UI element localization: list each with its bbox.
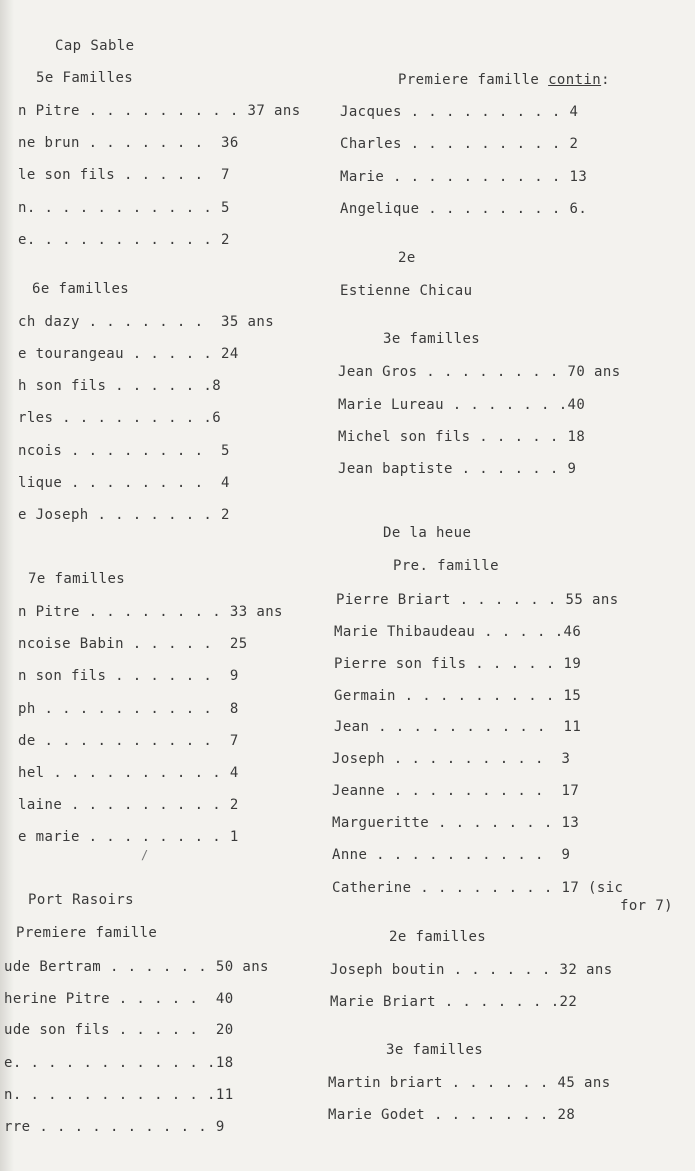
right-line-28: 3e familles — [386, 1042, 484, 1058]
right-line-8: Jean Gros . . . . . . . . 70 ans — [338, 364, 621, 380]
right-line-24: for 7) — [620, 898, 673, 914]
left-line-11: rles . . . . . . . . .6 — [18, 410, 222, 426]
right-line-4: Angelique . . . . . . . . 6. — [340, 201, 588, 217]
right-line-12: De la heue — [383, 525, 472, 541]
right-line-6: Estienne Chicau — [340, 283, 473, 299]
left-line-2: n Pitre . . . . . . . . . 37 ans — [18, 103, 301, 119]
left-line-30: n. . . . . . . . . . . .11 — [4, 1087, 234, 1103]
right-line-7: 3e familles — [383, 331, 481, 347]
right-line-0 — [398, 72, 610, 88]
right-line-14: Pierre Briart . . . . . . 55 ans — [336, 592, 619, 608]
left-line-22: laine . . . . . . . . . 2 — [18, 797, 239, 813]
right-line-16: Pierre son fils . . . . . 19 — [334, 656, 582, 672]
right-line-18: Jean . . . . . . . . . . 11 — [334, 719, 582, 735]
left-line-5: n. . . . . . . . . . . 5 — [18, 200, 230, 216]
left-line-21: hel . . . . . . . . . . 4 — [18, 765, 239, 781]
right-line-20: Jeanne . . . . . . . . . 17 — [332, 783, 580, 799]
left-line-27: herine Pitre . . . . . 40 — [4, 991, 234, 1007]
left-line-1: 5e Familles — [36, 70, 134, 86]
left-line-28: ude son fils . . . . . 20 — [4, 1022, 234, 1038]
right-line-29: Martin briart . . . . . . 45 ans — [328, 1075, 611, 1091]
left-line-19: ph . . . . . . . . . . 8 — [18, 701, 239, 717]
left-line-26: ude Bertram . . . . . . 50 ans — [4, 959, 269, 975]
left-line-31: rre . . . . . . . . . . 9 — [4, 1119, 225, 1135]
left-line-24: Port Rasoirs — [28, 892, 134, 908]
left-line-17: ncoise Babin . . . . . 25 — [18, 636, 248, 652]
right-line-2: Charles . . . . . . . . . 2 — [340, 136, 579, 152]
underlined-text: contin — [548, 72, 602, 88]
left-line-3: ne brun . . . . . . . 36 — [18, 135, 239, 151]
left-line-8: ch dazy . . . . . . . 35 ans — [18, 314, 275, 330]
left-line-15: 7e familles — [28, 571, 126, 587]
right-line-25: 2e familles — [389, 929, 487, 945]
right-line-17: Germain . . . . . . . . . 15 — [334, 688, 582, 704]
right-line-10: Michel son fils . . . . . 18 — [338, 429, 586, 445]
left-line-12: ncois . . . . . . . . 5 — [18, 443, 230, 459]
left-line-6: e. . . . . . . . . . . 2 — [18, 232, 230, 248]
left-line-25: Premiere famille — [16, 925, 158, 941]
line-text: Premiere famille — [398, 72, 549, 88]
right-line-3: Marie . . . . . . . . . . 13 — [340, 169, 588, 185]
right-line-26: Joseph boutin . . . . . . 32 ans — [330, 962, 613, 978]
right-line-13: Pre. famille — [393, 558, 499, 574]
right-line-30: Marie Godet . . . . . . . 28 — [328, 1107, 576, 1123]
left-line-20: de . . . . . . . . . . 7 — [18, 733, 239, 749]
right-line-1: Jacques . . . . . . . . . 4 — [340, 104, 579, 120]
pen-mark: / — [141, 848, 149, 862]
left-line-29: e. . . . . . . . . . . .18 — [4, 1055, 234, 1071]
right-line-27: Marie Briart . . . . . . .22 — [330, 994, 578, 1010]
right-line-15: Marie Thibaudeau . . . . .46 — [334, 624, 582, 640]
left-line-14: e Joseph . . . . . . . 2 — [18, 507, 230, 523]
left-line-23: e marie . . . . . . . . 1 — [18, 829, 239, 845]
left-line-7: 6e familles — [32, 281, 130, 297]
line-tail: : — [601, 72, 610, 88]
left-line-16: n Pitre . . . . . . . . 33 ans — [18, 604, 283, 620]
right-line-22: Anne . . . . . . . . . . 9 — [332, 847, 571, 863]
right-line-5: 2e — [398, 250, 416, 266]
left-line-18: n son fils . . . . . . 9 — [18, 668, 239, 684]
right-line-21: Margueritte . . . . . . . 13 — [332, 815, 580, 831]
right-line-11: Jean baptiste . . . . . . 9 — [338, 461, 577, 477]
left-line-10: h son fils . . . . . .8 — [18, 378, 222, 394]
right-line-9: Marie Lureau . . . . . . .40 — [338, 397, 586, 413]
right-line-19: Joseph . . . . . . . . . 3 — [332, 751, 571, 767]
left-line-0: Cap Sable — [55, 38, 135, 54]
left-line-4: le son fils . . . . . 7 — [18, 167, 230, 183]
left-line-13: lique . . . . . . . . 4 — [18, 475, 230, 491]
left-line-9: e tourangeau . . . . . 24 — [18, 346, 239, 362]
right-line-23: Catherine . . . . . . . . 17 (sic — [332, 880, 624, 896]
